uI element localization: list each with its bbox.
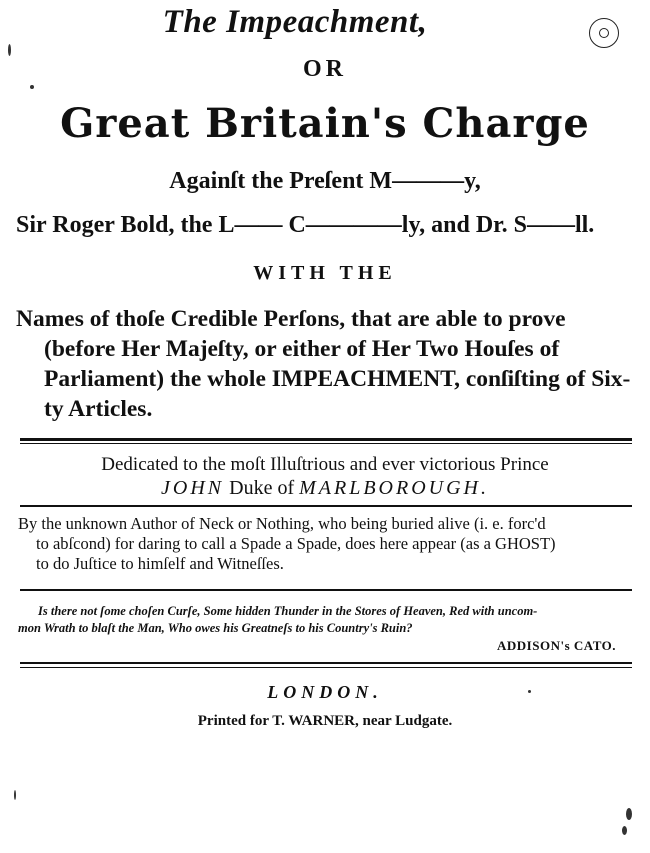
imprint-city: LONDON. bbox=[267, 682, 383, 702]
dedicatee-title: MARLBOROUGH. bbox=[299, 477, 489, 499]
with-the-line: WITH THE bbox=[253, 262, 397, 284]
dedicatee-title-prefix: Duke of bbox=[229, 477, 295, 499]
epigraph-quote bbox=[18, 603, 632, 637]
double-rule-bottom bbox=[20, 662, 632, 664]
dedicatee-name: JOHN bbox=[161, 477, 225, 499]
names-line-1: Names of thoſe Credible Perſons, that are able to prove bbox=[16, 306, 566, 332]
names-line-2: (before Her Majeſty, or either of Her Two Houſes of bbox=[44, 336, 560, 362]
names-paragraph bbox=[16, 304, 632, 424]
margin-speck bbox=[626, 808, 632, 820]
quote-attribution: ADDISON's CATO. bbox=[497, 638, 616, 653]
double-rule-top-thin bbox=[20, 443, 632, 444]
margin-speck bbox=[14, 790, 16, 800]
author-note-line-2: to abſcond) for daring to call a Spade a Spade, does here appear (as a GHOST) bbox=[36, 534, 556, 553]
margin-speck bbox=[8, 44, 11, 56]
accused-names-line: Sir Roger Bold, the L—— C————ly, and Dr. S——ll. bbox=[16, 212, 595, 238]
double-rule-bottom-thin bbox=[20, 667, 632, 668]
dedication-line-1: Dedicated to the moſt Illuſtrious and ever victorious Prince bbox=[101, 454, 549, 475]
names-line-4: ty Articles. bbox=[44, 396, 153, 422]
margin-speck bbox=[30, 85, 34, 89]
imprint-printer: Printed for T. WARNER, near Ludgate. bbox=[197, 713, 453, 729]
against-line: Againſt the Preſent M———y, bbox=[169, 168, 481, 194]
names-line-3: Parliament) the whole IMPEACHMENT, conſiſting of Six- bbox=[44, 366, 631, 392]
double-rule-top bbox=[20, 438, 632, 441]
main-title: The Impeachment, bbox=[162, 4, 428, 40]
margin-speck bbox=[528, 690, 531, 693]
author-note-line-3: to do Juſtice to himſelf and Witneſſes. bbox=[36, 554, 284, 573]
quote-line-2: mon Wrath to blaſt the Man, Who owes his Greatneſs to his Country's Ruin? bbox=[18, 621, 413, 635]
or-line: OR bbox=[303, 56, 347, 82]
author-note-line-1: By the unknown Author of Neck or Nothing, who being buried alive (i. e. forc'd bbox=[18, 514, 546, 533]
margin-speck bbox=[622, 826, 627, 835]
rule-after-dedication bbox=[20, 505, 632, 507]
dedication-line-2 bbox=[0, 477, 650, 500]
blackletter-title: Great Britain's Charge bbox=[60, 100, 590, 147]
rule-before-quote bbox=[20, 589, 632, 591]
quote-line-1: Is there not ſome choſen Curſe, Some hidden Thunder in the Stores of Heaven, Red with uncom- bbox=[38, 604, 538, 618]
author-note bbox=[18, 514, 634, 574]
